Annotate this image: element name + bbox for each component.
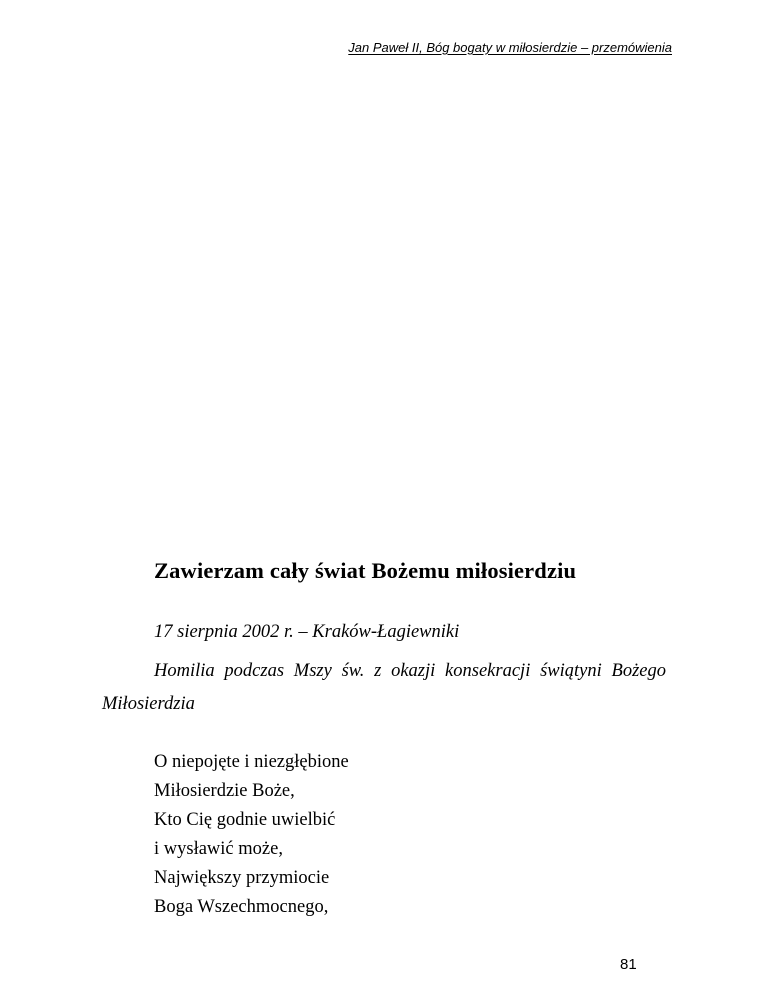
running-header: Jan Paweł II, Bóg bogaty w miłosierdzie – przemówienia bbox=[348, 40, 672, 55]
occasion-line: Homilia podczas Mszy św. z okazji konsekracji świątyni Bożego Miłosierdzia bbox=[102, 661, 666, 714]
poem-line: Miłosierdzie Boże, bbox=[154, 781, 295, 801]
poem-line: Boga Wszechmocnego, bbox=[154, 897, 329, 917]
poem-line: Kto Cię godnie uwielbić bbox=[154, 810, 336, 830]
poem-line: O niepojęte i niezgłębione bbox=[154, 752, 349, 772]
chapter-title: Zawierzam cały świat Bożemu miłosierdziu bbox=[154, 558, 577, 583]
date-place-line: 17 sierpnia 2002 r. – Kraków-Łagiewniki bbox=[154, 622, 460, 642]
page-number: 81 bbox=[620, 956, 637, 973]
poem-stanza bbox=[154, 748, 349, 922]
poem-line: i wysławić może, bbox=[154, 839, 283, 859]
poem-line: Największy przymiocie bbox=[154, 868, 330, 888]
